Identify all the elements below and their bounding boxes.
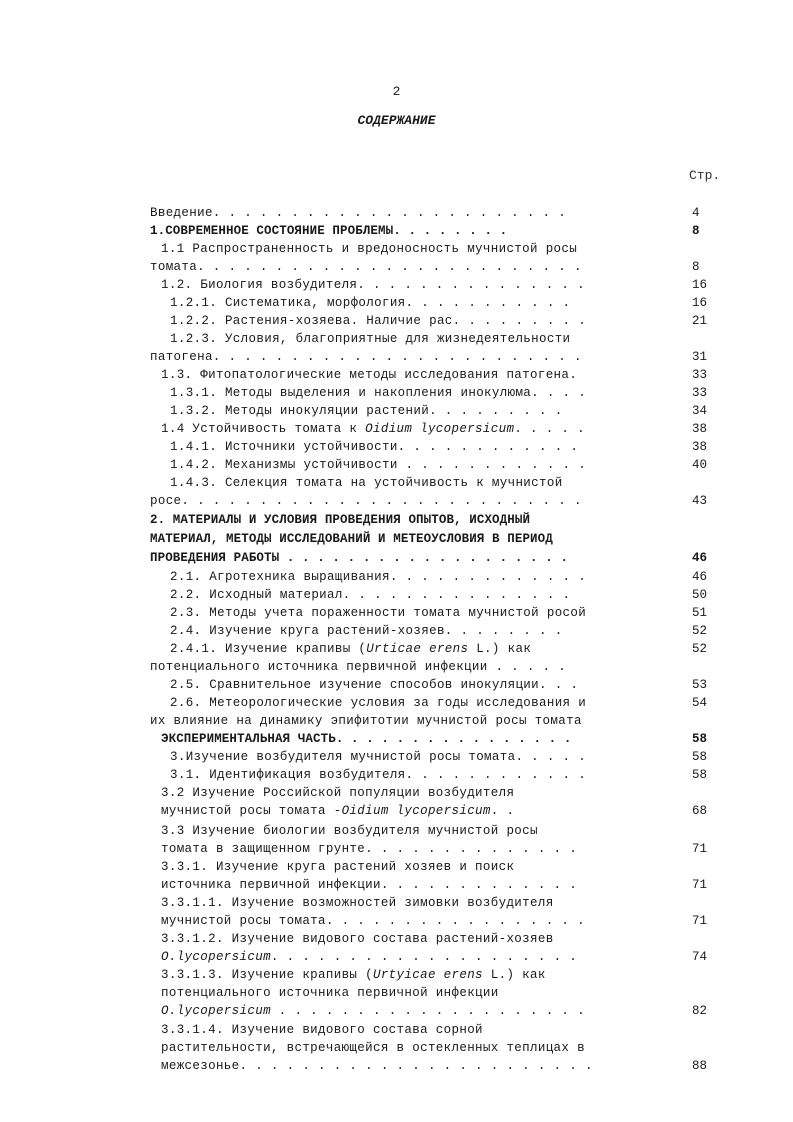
toc-entry-text: ЭКСПЕРИМЕНТАЛЬНАЯ ЧАСТЬ. . . . . . . . . . . . . . . . <box>161 732 572 746</box>
toc-entry-text: потенциального источника первичной инфекции . . . . . <box>150 660 567 674</box>
toc-entry-text: МАТЕРИАЛ, МЕТОДЫ ИССЛЕДОВАНИЙ И МЕТЕОУСЛОВИЯ В ПЕРИОД <box>150 532 553 546</box>
toc-page-number: 16 <box>692 296 708 310</box>
species-name: O.lycopersicum <box>161 950 271 964</box>
toc-entry-text: 3.3.1.4. Изучение видового состава сорной <box>161 1023 483 1037</box>
toc-page-number: 8 <box>692 224 700 238</box>
toc-page-number: 16 <box>692 278 708 292</box>
toc-entry-text: их влияние на динамику эпифитотии мучнистой росы томата <box>150 714 582 728</box>
toc-entry-text: 2.2. Исходный материал. . . . . . . . . . . . . . . <box>170 588 571 602</box>
toc-page-number: 52 <box>692 642 708 656</box>
toc-entry-text: 1.1 Распространенность и вредоносность мучнистой росы <box>161 242 578 256</box>
toc-page-number: 33 <box>692 368 708 382</box>
toc-entry-text: 1.4.3. Селекция томата на устойчивость к мучнистой <box>170 476 563 490</box>
toc-entry-text: источника первичной инфекции. . . . . . . . . . . . . <box>161 878 578 892</box>
toc-entry-text: томата. . . . . . . . . . . . . . . . . . . . . . . . . <box>150 260 582 274</box>
toc-page-number: 68 <box>692 804 708 818</box>
toc-entry-text <box>161 1002 672 1020</box>
toc-page-number: 58 <box>692 750 708 764</box>
species-name: Oidium lycopersicum <box>365 422 515 436</box>
toc-entry-text: 1.3.2. Методы инокуляции растений. . . . . . . . . <box>170 404 563 418</box>
toc-entry-text: 1.3.1. Методы выделения и накопления инокулюма. . . . <box>170 386 587 400</box>
toc-entry-text: 2.4. Изучение круга растений-хозяев. . . . . . . . <box>170 624 563 638</box>
toc-entry-text: 3.Изучение возбудителя мучнистой росы томата. . . . . <box>170 750 587 764</box>
toc-page-number: 38 <box>692 422 708 436</box>
toc-entry-text: томата в защищенном грунте. . . . . . . . . . . . . . <box>161 842 578 856</box>
toc-page-number: 50 <box>692 588 708 602</box>
toc-entry-suffix: L.) как <box>468 642 532 656</box>
toc-entry-text: росе. . . . . . . . . . . . . . . . . . . . . . . . . . <box>150 494 582 508</box>
toc-page-number: 51 <box>692 606 708 620</box>
toc-entry-text: 3.1. Идентификация возбудителя. . . . . . . . . . . . <box>170 768 587 782</box>
toc-entry-text: 1.2.3. Условия, благоприятные для жизнедеятельности <box>170 332 571 346</box>
toc-page-number: 21 <box>692 314 708 328</box>
toc-page-number: 58 <box>692 768 708 782</box>
toc-entry-text <box>161 420 672 438</box>
toc-page-number: 34 <box>692 404 708 418</box>
toc-entry-text: 2.3. Методы учета пораженности томата мучнистой росой <box>170 606 587 620</box>
toc-entry-suffix: . . . . . <box>514 422 585 436</box>
toc-page-number: 53 <box>692 678 708 692</box>
toc-page-number: 46 <box>692 570 708 584</box>
toc-entry-text: межсезонье. . . . . . . . . . . . . . . . . . . . . . . <box>161 1059 593 1073</box>
toc-entry-text: потенциального источника первичной инфекции <box>161 986 499 1000</box>
toc-entry-text <box>170 640 672 658</box>
toc-entry-text: растительности, встречающейся в остекленных теплицах в <box>161 1041 585 1055</box>
toc-entry-suffix: . . . . . . . . . . . . . . . . . . . . <box>270 1004 585 1018</box>
toc-page-number: 71 <box>692 878 708 892</box>
toc-entry-text: 1.СОВРЕМЕННОЕ СОСТОЯНИЕ ПРОБЛЕМЫ. . . . . . . . <box>150 224 508 238</box>
toc-entry-text: 1.2.2. Растения-хозяева. Наличие рас. . . . . . . . . <box>170 314 587 328</box>
toc-entry-text <box>161 966 672 984</box>
toc-page-number: 8 <box>692 260 700 274</box>
toc-entry-prefix: 1.4 Устойчивость томата к <box>161 422 366 436</box>
toc-entry-prefix: мучнистой росы томата - <box>161 804 342 818</box>
toc-entry-text <box>161 948 672 966</box>
toc-entry-text: 1.3. Фитопатологические методы исследования патогена. <box>161 368 578 382</box>
species-name: Oidium lycopersicum <box>341 804 491 818</box>
toc-entry-text: 3.3.1.1. Изучение возможностей зимовки возбудителя <box>161 896 554 910</box>
toc-entry-prefix: 3.3.1.3. Изучение крапивы ( <box>161 968 373 982</box>
toc-entry-suffix: . . . . . . . . . . . . . . . . . . . . <box>270 950 578 964</box>
toc-entry-text: 3.3.1.2. Изучение видового состава растений-хозяев <box>161 932 554 946</box>
toc-entry-text: мучнистой росы томата. . . . . . . . . . . . . . . . . <box>161 914 585 928</box>
toc-page-number: 46 <box>692 551 708 565</box>
toc-entry-text: 1.4.1. Источники устойчивости. . . . . . . . . . . . <box>170 440 579 454</box>
toc-entry-prefix: 2.4.1. Изучение крапивы ( <box>170 642 367 656</box>
toc-entry-text: 2.6. Метеорологические условия за годы исследования и <box>170 696 587 710</box>
page-title: СОДЕРЖАНИЕ <box>357 113 436 128</box>
toc-entry-text: Введение. . . . . . . . . . . . . . . . . . . . . . . <box>150 206 567 220</box>
toc-page-number: 71 <box>692 842 708 856</box>
page-column-header: Стр. <box>689 168 721 183</box>
toc-page-number: 88 <box>692 1059 708 1073</box>
toc-page-number: 43 <box>692 494 708 508</box>
toc-entry-text: 1.4.2. Механизмы устойчивости . . . . . . . . . . . . <box>170 458 587 472</box>
toc-entry-text: 2. МАТЕРИАЛЫ И УСЛОВИЯ ПРОВЕДЕНИЯ ОПЫТОВ, ИСХОДНЫЙ <box>150 513 531 527</box>
page-number: 2 <box>392 84 401 99</box>
toc-entry-text: 3.3.1. Изучение круга растений хозяев и поиск <box>161 860 515 874</box>
toc-page-number: 54 <box>692 696 708 710</box>
toc-entry-text <box>161 802 672 820</box>
toc-entry-suffix: . . <box>490 804 515 818</box>
toc-entry-text: 2.1. Агротехника выращивания. . . . . . . . . . . . . <box>170 570 587 584</box>
toc-page-number: 31 <box>692 350 708 364</box>
toc-page-number: 58 <box>692 732 708 746</box>
toc-page-number: 71 <box>692 914 708 928</box>
toc-page-number: 40 <box>692 458 708 472</box>
toc-page-number: 52 <box>692 624 708 638</box>
toc-entry-text: ПРОВЕДЕНИЯ РАБОТЫ . . . . . . . . . . . . . . . . . . . <box>150 551 569 565</box>
toc-page-number: 4 <box>692 206 700 220</box>
species-name: O.lycopersicum <box>161 1004 271 1018</box>
species-name: Urtyicae erens <box>372 968 483 982</box>
species-name: Urticae erens <box>366 642 469 656</box>
toc-entry-text: 3.2 Изучение Российской популяции возбудителя <box>161 786 515 800</box>
toc-page-number: 38 <box>692 440 708 454</box>
toc-entry-text: 3.3 Изучение биологии возбудителя мучнистой росы <box>161 824 538 838</box>
toc-page-number: 74 <box>692 950 708 964</box>
toc-entry-text: патогена. . . . . . . . . . . . . . . . . . . . . . . . <box>150 350 582 364</box>
toc-entry-text: 2.5. Сравнительное изучение способов инокуляции. . . <box>170 678 579 692</box>
toc-entry-text: 1.2. Биология возбудителя. . . . . . . . . . . . . . . <box>161 278 585 292</box>
toc-entry-suffix: L.) как <box>482 968 546 982</box>
toc-entry-text: 1.2.1. Систематика, морфология. . . . . . . . . . . <box>170 296 571 310</box>
toc-page-number: 82 <box>692 1004 708 1018</box>
toc-page-number: 33 <box>692 386 708 400</box>
